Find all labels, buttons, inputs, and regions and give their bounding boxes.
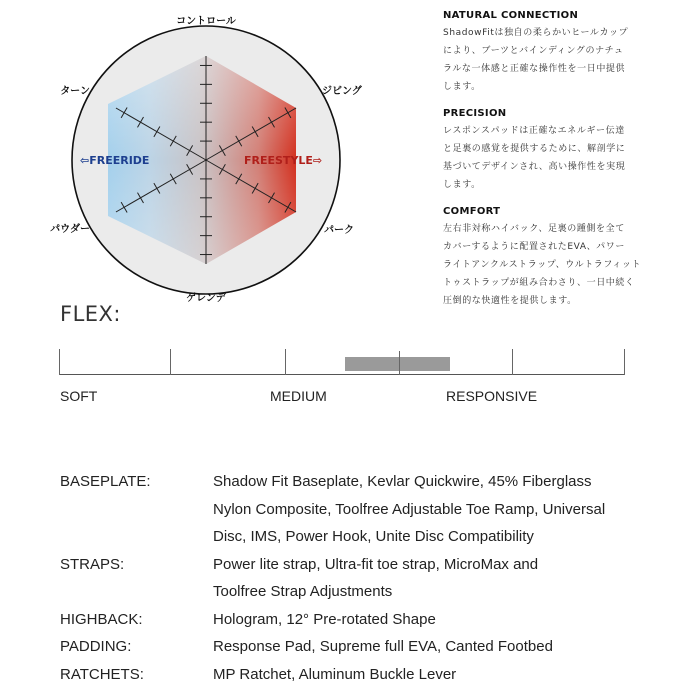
flex-label-responsive: RESPONSIVE bbox=[446, 388, 538, 404]
freestyle-label: FREESTYLE⇨ bbox=[244, 154, 323, 167]
feature-line: ライトアンクルストラップ、ウルトラフィット bbox=[443, 260, 642, 270]
spec-row-highback bbox=[60, 606, 690, 634]
feature-line: 基づいてデザインされ、高い操作性を実現 bbox=[443, 162, 626, 172]
feature-natural-connection bbox=[443, 10, 693, 96]
flex-label-soft: SOFT bbox=[60, 388, 98, 404]
feature-line: ShadowFitは独自の柔らかいヒールカップ bbox=[443, 28, 629, 38]
flex-tick bbox=[512, 349, 513, 375]
feature-line: と足裏の感覚を提供するために、解剖学に bbox=[443, 144, 626, 154]
spec-line: Disc, IMS, Power Hook, Unite Disc Compatibility bbox=[213, 528, 534, 545]
spec-label: PADDING: bbox=[60, 638, 132, 655]
flex-tick bbox=[624, 349, 625, 375]
spec-label: BASEPLATE: bbox=[60, 473, 151, 490]
spec-row-straps bbox=[60, 551, 690, 606]
spec-value bbox=[213, 661, 690, 689]
axis-label-groomer: ゲレンデ bbox=[186, 293, 226, 304]
radar-chart bbox=[0, 0, 420, 310]
flex-label-medium: MEDIUM bbox=[270, 388, 327, 404]
feature-precision bbox=[443, 108, 693, 194]
flex-scale bbox=[59, 345, 625, 377]
axis-label-park: パーク bbox=[324, 225, 354, 236]
feature-line: レスポンスパッドは正確なエネルギー伝達 bbox=[443, 126, 625, 136]
spec-value bbox=[213, 468, 690, 551]
flex-title: FLEX: bbox=[60, 302, 122, 326]
spec-line: MP Ratchet, Aluminum Buckle Lever bbox=[213, 665, 457, 683]
feature-line: カバーするように配置されたEVA、パワー bbox=[443, 242, 625, 252]
spec-line: Power lite strap, Ultra-fit toe strap, MicroMax and bbox=[213, 555, 539, 573]
feature-title: NATURAL CONNECTION bbox=[443, 10, 579, 21]
feature-title: PRECISION bbox=[443, 108, 507, 119]
flex-tick bbox=[285, 349, 286, 375]
spec-label: RATCHETS: bbox=[60, 665, 144, 683]
spec-label: HIGHBACK: bbox=[60, 610, 143, 628]
feature-line: 圧倒的な快適性を提供します。 bbox=[443, 296, 577, 306]
feature-line: します。 bbox=[443, 82, 481, 92]
spec-row-baseplate bbox=[60, 468, 690, 551]
feature-description bbox=[443, 122, 693, 194]
feature-description bbox=[443, 24, 693, 96]
feature-list bbox=[443, 10, 693, 322]
spec-line: Hologram, 12° Pre-rotated Shape bbox=[213, 610, 436, 628]
spec-value bbox=[213, 633, 690, 661]
spec-row-padding bbox=[60, 633, 690, 661]
spec-row-ratchets bbox=[60, 661, 690, 689]
spec-line: Shadow Fit Baseplate, Kevlar Quickwire, 45% Fiberglass bbox=[213, 473, 592, 490]
flex-tick bbox=[59, 349, 60, 375]
feature-line: トゥストラップが組み合わさり、一日中続く bbox=[443, 278, 635, 288]
feature-line: します。 bbox=[443, 180, 481, 190]
spec-label: STRAPS: bbox=[60, 555, 125, 573]
axis-label-powder: パウダー bbox=[50, 224, 90, 235]
flex-rating-bar bbox=[345, 357, 449, 371]
axis-label-control: コントロール bbox=[176, 16, 236, 27]
feature-line: ラルな一体感と正確な操作性を一日中提供 bbox=[443, 64, 626, 74]
flex-labels bbox=[0, 388, 700, 408]
feature-comfort bbox=[443, 206, 693, 310]
flex-baseline bbox=[59, 374, 625, 375]
flex-rating-marker bbox=[399, 351, 400, 375]
freeride-label: ⇦FREERIDE bbox=[80, 154, 150, 167]
spec-value bbox=[213, 551, 690, 606]
feature-line: により、ブーツとバインディングのナチュ bbox=[443, 46, 624, 56]
spec-line: Response Pad, Supreme full EVA, Canted Footbed bbox=[213, 638, 553, 655]
flex-tick bbox=[170, 349, 171, 375]
spec-line: Nylon Composite, Toolfree Adjustable Toe Ramp, Universal bbox=[213, 500, 606, 518]
feature-description bbox=[443, 220, 693, 310]
feature-title: COMFORT bbox=[443, 206, 501, 217]
axis-label-turn: ターン bbox=[60, 86, 90, 97]
feature-line: 左右非対称ハイバック、足裏の踵側を全て bbox=[443, 224, 625, 234]
axis-label-jibbing: ジビング bbox=[322, 86, 362, 97]
spec-value bbox=[213, 606, 690, 634]
spec-line: Toolfree Strap Adjustments bbox=[213, 583, 393, 600]
spec-table bbox=[60, 468, 690, 688]
